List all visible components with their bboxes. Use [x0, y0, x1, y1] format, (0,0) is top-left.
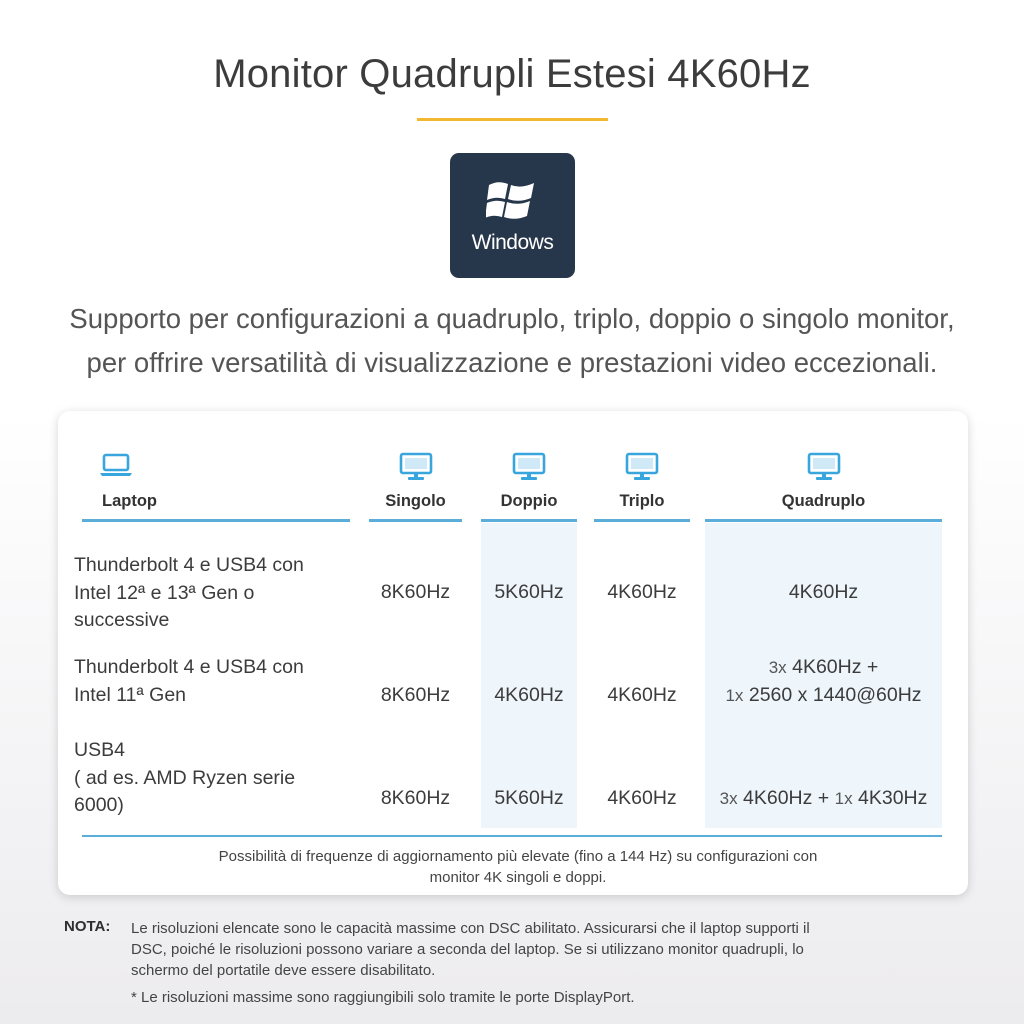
row-1-quadruplo: 4K60Hz — [788, 581, 859, 603]
multiplier: 3x — [719, 789, 738, 808]
nota-line: schermo del portatile deve essere disabilitato. — [131, 962, 436, 979]
monitor-icon — [399, 452, 433, 482]
nota-line: DSC, poiché le risoluzioni possono variare a seconda del laptop. Se si utilizzano monitor quadrupli, lo — [131, 941, 804, 958]
resolution: 2560 x 1440@60Hz — [748, 683, 922, 706]
row-3-doppio: 5K60Hz — [494, 787, 564, 809]
row-3-quadruplo — [705, 785, 942, 813]
header-underline — [705, 519, 942, 522]
row-2-label-line: Thunderbolt 4 e USB4 con — [74, 656, 304, 678]
compatibility-table-card — [58, 411, 968, 895]
header-underline — [594, 519, 690, 522]
row-2-label — [74, 654, 354, 709]
row-3-label-line: ( ad es. AMD Ryzen serie — [74, 766, 296, 789]
resolution: 4K60Hz + — [792, 656, 879, 678]
monitor-icon — [512, 452, 546, 482]
header-laptop — [82, 446, 350, 522]
row-1-doppio: 5K60Hz — [494, 581, 564, 603]
nota-text — [131, 918, 956, 981]
row-3-singolo: 8K60Hz — [380, 787, 451, 809]
row-2-singolo: 8K60Hz — [380, 684, 451, 706]
windows-logo-icon — [486, 177, 538, 223]
row-1-triplo: 4K60Hz — [607, 581, 677, 603]
windows-label: Windows — [471, 231, 554, 254]
monitor-icon — [807, 452, 841, 482]
header-laptop-label: Laptop — [102, 492, 157, 510]
row-1-label-line: Thunderbolt 4 e USB4 con — [74, 554, 304, 576]
subtitle — [0, 297, 1024, 385]
header-quadruplo — [705, 446, 942, 522]
row-3-label-line: USB4 — [74, 739, 125, 761]
multiplier: 1x — [725, 685, 744, 705]
row-2-quadruplo-line-1 — [705, 654, 942, 682]
row-1-label-line: successive — [74, 609, 170, 631]
subtitle-line-2: per offrire versatilità di visualizzazione e prestazioni video eccezionali. — [86, 347, 938, 378]
header-singolo — [369, 446, 462, 522]
title-underline — [417, 118, 608, 121]
refresh-rate-note — [98, 846, 938, 888]
subtitle-line-1: Supporto per configurazioni a quadruplo, triplo, doppio o singolo monitor, — [69, 303, 955, 334]
row-1-label — [74, 552, 354, 635]
nota-label: NOTA: — [64, 918, 111, 935]
row-3-triplo: 4K60Hz — [607, 787, 677, 809]
header-doppio-label: Doppio — [500, 492, 558, 510]
resolution: 4K30Hz — [858, 787, 928, 809]
header-quadruplo-label: Quadruplo — [781, 492, 866, 510]
row-2-quadruplo-line-2 — [705, 682, 942, 710]
refresh-rate-note-line: monitor 4K singoli e doppi. — [429, 869, 607, 886]
refresh-rate-note-line: Possibilità di frequenze di aggiornamento più elevate (fino a 144 Hz) su configurazioni con — [218, 848, 818, 865]
table-bottom-line — [82, 835, 942, 837]
header-underline — [369, 519, 462, 522]
laptop-icon — [98, 452, 134, 478]
row-2-doppio: 4K60Hz — [494, 684, 564, 706]
page-title: Monitor Quadrupli Estesi 4K60Hz — [213, 52, 811, 96]
row-1-singolo: 8K60Hz — [380, 581, 451, 603]
nota-line: Le risoluzioni elencate sono le capacità massime con DSC abilitato. Assicurarsi che il laptop supporti il — [131, 920, 810, 937]
header-underline — [481, 519, 577, 522]
resolution: 4K60Hz + — [743, 787, 830, 809]
row-3-label — [74, 737, 354, 820]
multiplier: 3x — [768, 658, 787, 677]
row-2-label-line: Intel 11ª Gen — [74, 683, 187, 706]
displayport-footnote: * Le risoluzioni massime sono raggiungibili solo tramite le porte DisplayPort. — [131, 989, 635, 1006]
monitor-icon — [625, 452, 659, 482]
windows-badge — [450, 153, 575, 278]
header-triplo-label: Triplo — [619, 492, 665, 510]
header-triplo — [594, 446, 690, 522]
header-doppio — [481, 446, 577, 522]
doppio-column-highlight — [481, 523, 577, 828]
row-2-triplo: 4K60Hz — [607, 684, 677, 706]
row-2-quadruplo — [705, 654, 942, 709]
header-singolo-label: Singolo — [385, 492, 446, 510]
header-underline — [82, 519, 350, 522]
row-1-label-line: Intel 12ª e 13ª Gen o — [74, 581, 255, 604]
row-3-label-line: 6000) — [74, 794, 124, 816]
multiplier: 1x — [834, 789, 853, 808]
